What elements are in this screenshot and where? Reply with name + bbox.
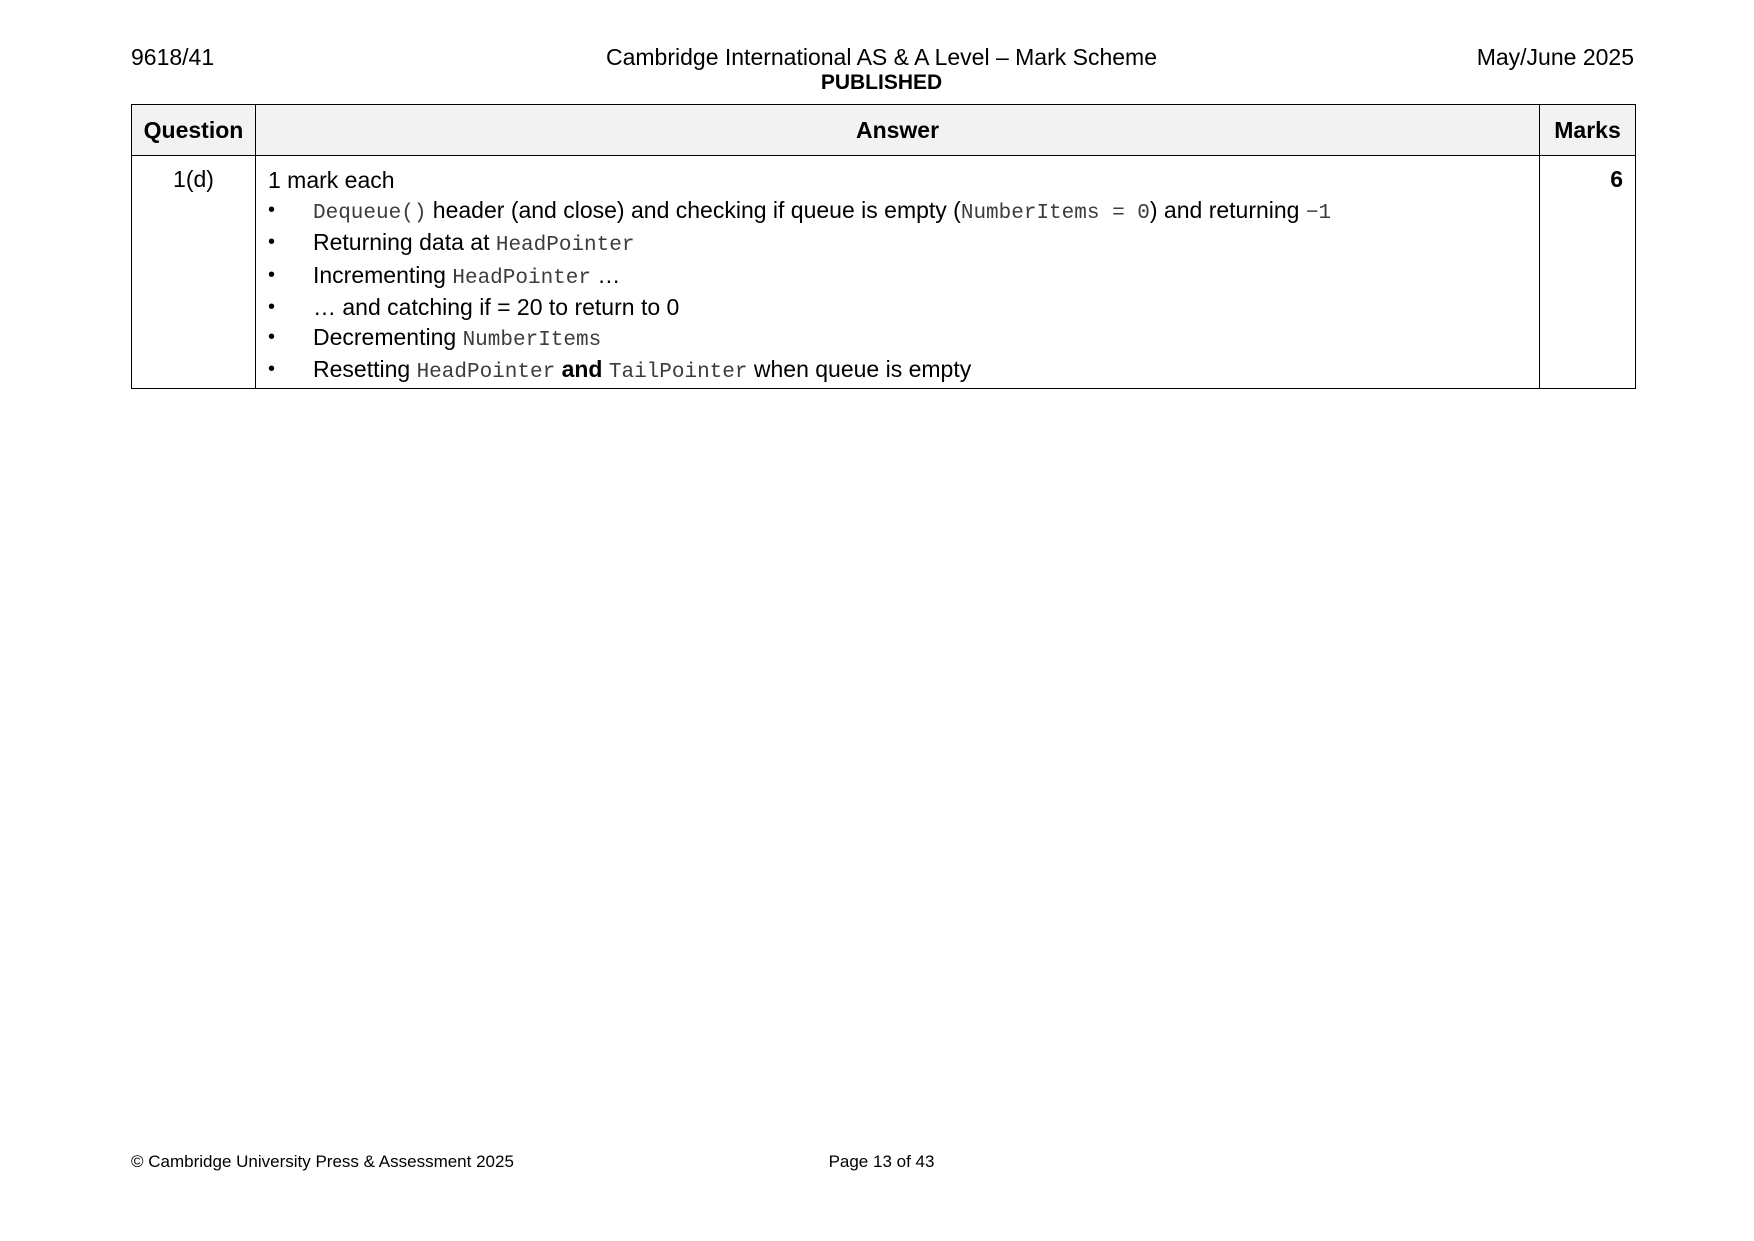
- document-title: Cambridge International AS & A Level – Mark Scheme: [605, 44, 1158, 70]
- bullet-icon: •: [268, 231, 276, 253]
- point-text: Decrementing: [313, 323, 463, 350]
- page-number: Page 13 of 43: [828, 1152, 935, 1171]
- bold-conjunction: and: [555, 356, 609, 382]
- bullet-icon: •: [268, 198, 276, 221]
- table-header-row: [132, 105, 1636, 156]
- answer-intro: 1 mark each: [268, 167, 395, 193]
- code-term: TailPointer: [608, 361, 748, 384]
- code-term: NumberItems: [462, 328, 602, 352]
- marking-point: [268, 196, 1529, 229]
- exam-session: May/June 2025: [1476, 44, 1634, 70]
- marks-value: 6: [1540, 156, 1636, 389]
- bullet-icon: •: [268, 325, 276, 348]
- code-term: NumberItems = 0: [960, 201, 1150, 225]
- bullet-icon: •: [268, 263, 276, 286]
- bullet-icon: •: [268, 296, 276, 318]
- column-header-answer: Answer: [256, 105, 1540, 156]
- point-text: … and catching if = 20 to return to 0: [313, 294, 680, 320]
- mark-scheme-table: [131, 104, 1636, 389]
- marking-point: [268, 323, 1529, 356]
- bullet-icon: •: [268, 358, 276, 380]
- point-suffix: when queue is empty: [747, 356, 972, 382]
- point-text: Incrementing: [313, 261, 453, 288]
- marking-points-list: [268, 196, 1529, 388]
- column-header-marks: Marks: [1540, 105, 1636, 156]
- code-term: Dequeue(): [313, 201, 427, 225]
- answer-cell: [256, 156, 1540, 389]
- question-number: 1(d): [132, 156, 256, 389]
- column-header-question: Question: [132, 105, 256, 156]
- point-text: Returning data at: [313, 229, 496, 255]
- marking-point: [268, 228, 1529, 261]
- syllabus-code: 9618/41: [131, 44, 215, 70]
- copyright-notice: © Cambridge University Press & Assessment 2025: [131, 1152, 514, 1171]
- point-text: ) and returning: [1149, 196, 1306, 223]
- code-term: HeadPointer: [452, 266, 591, 290]
- point-text: Resetting: [313, 356, 417, 382]
- point-text: header (and close) and checking if queue is empty (: [426, 196, 961, 223]
- marking-point: [268, 293, 1529, 323]
- table-row: [132, 156, 1636, 389]
- code-term: HeadPointer: [416, 361, 556, 384]
- code-term: HeadPointer: [495, 234, 635, 257]
- code-term: −1: [1305, 201, 1332, 225]
- marking-point: [268, 355, 1529, 388]
- published-label: PUBLISHED: [820, 71, 943, 94]
- point-suffix: …: [590, 261, 621, 288]
- marking-point: [268, 261, 1529, 294]
